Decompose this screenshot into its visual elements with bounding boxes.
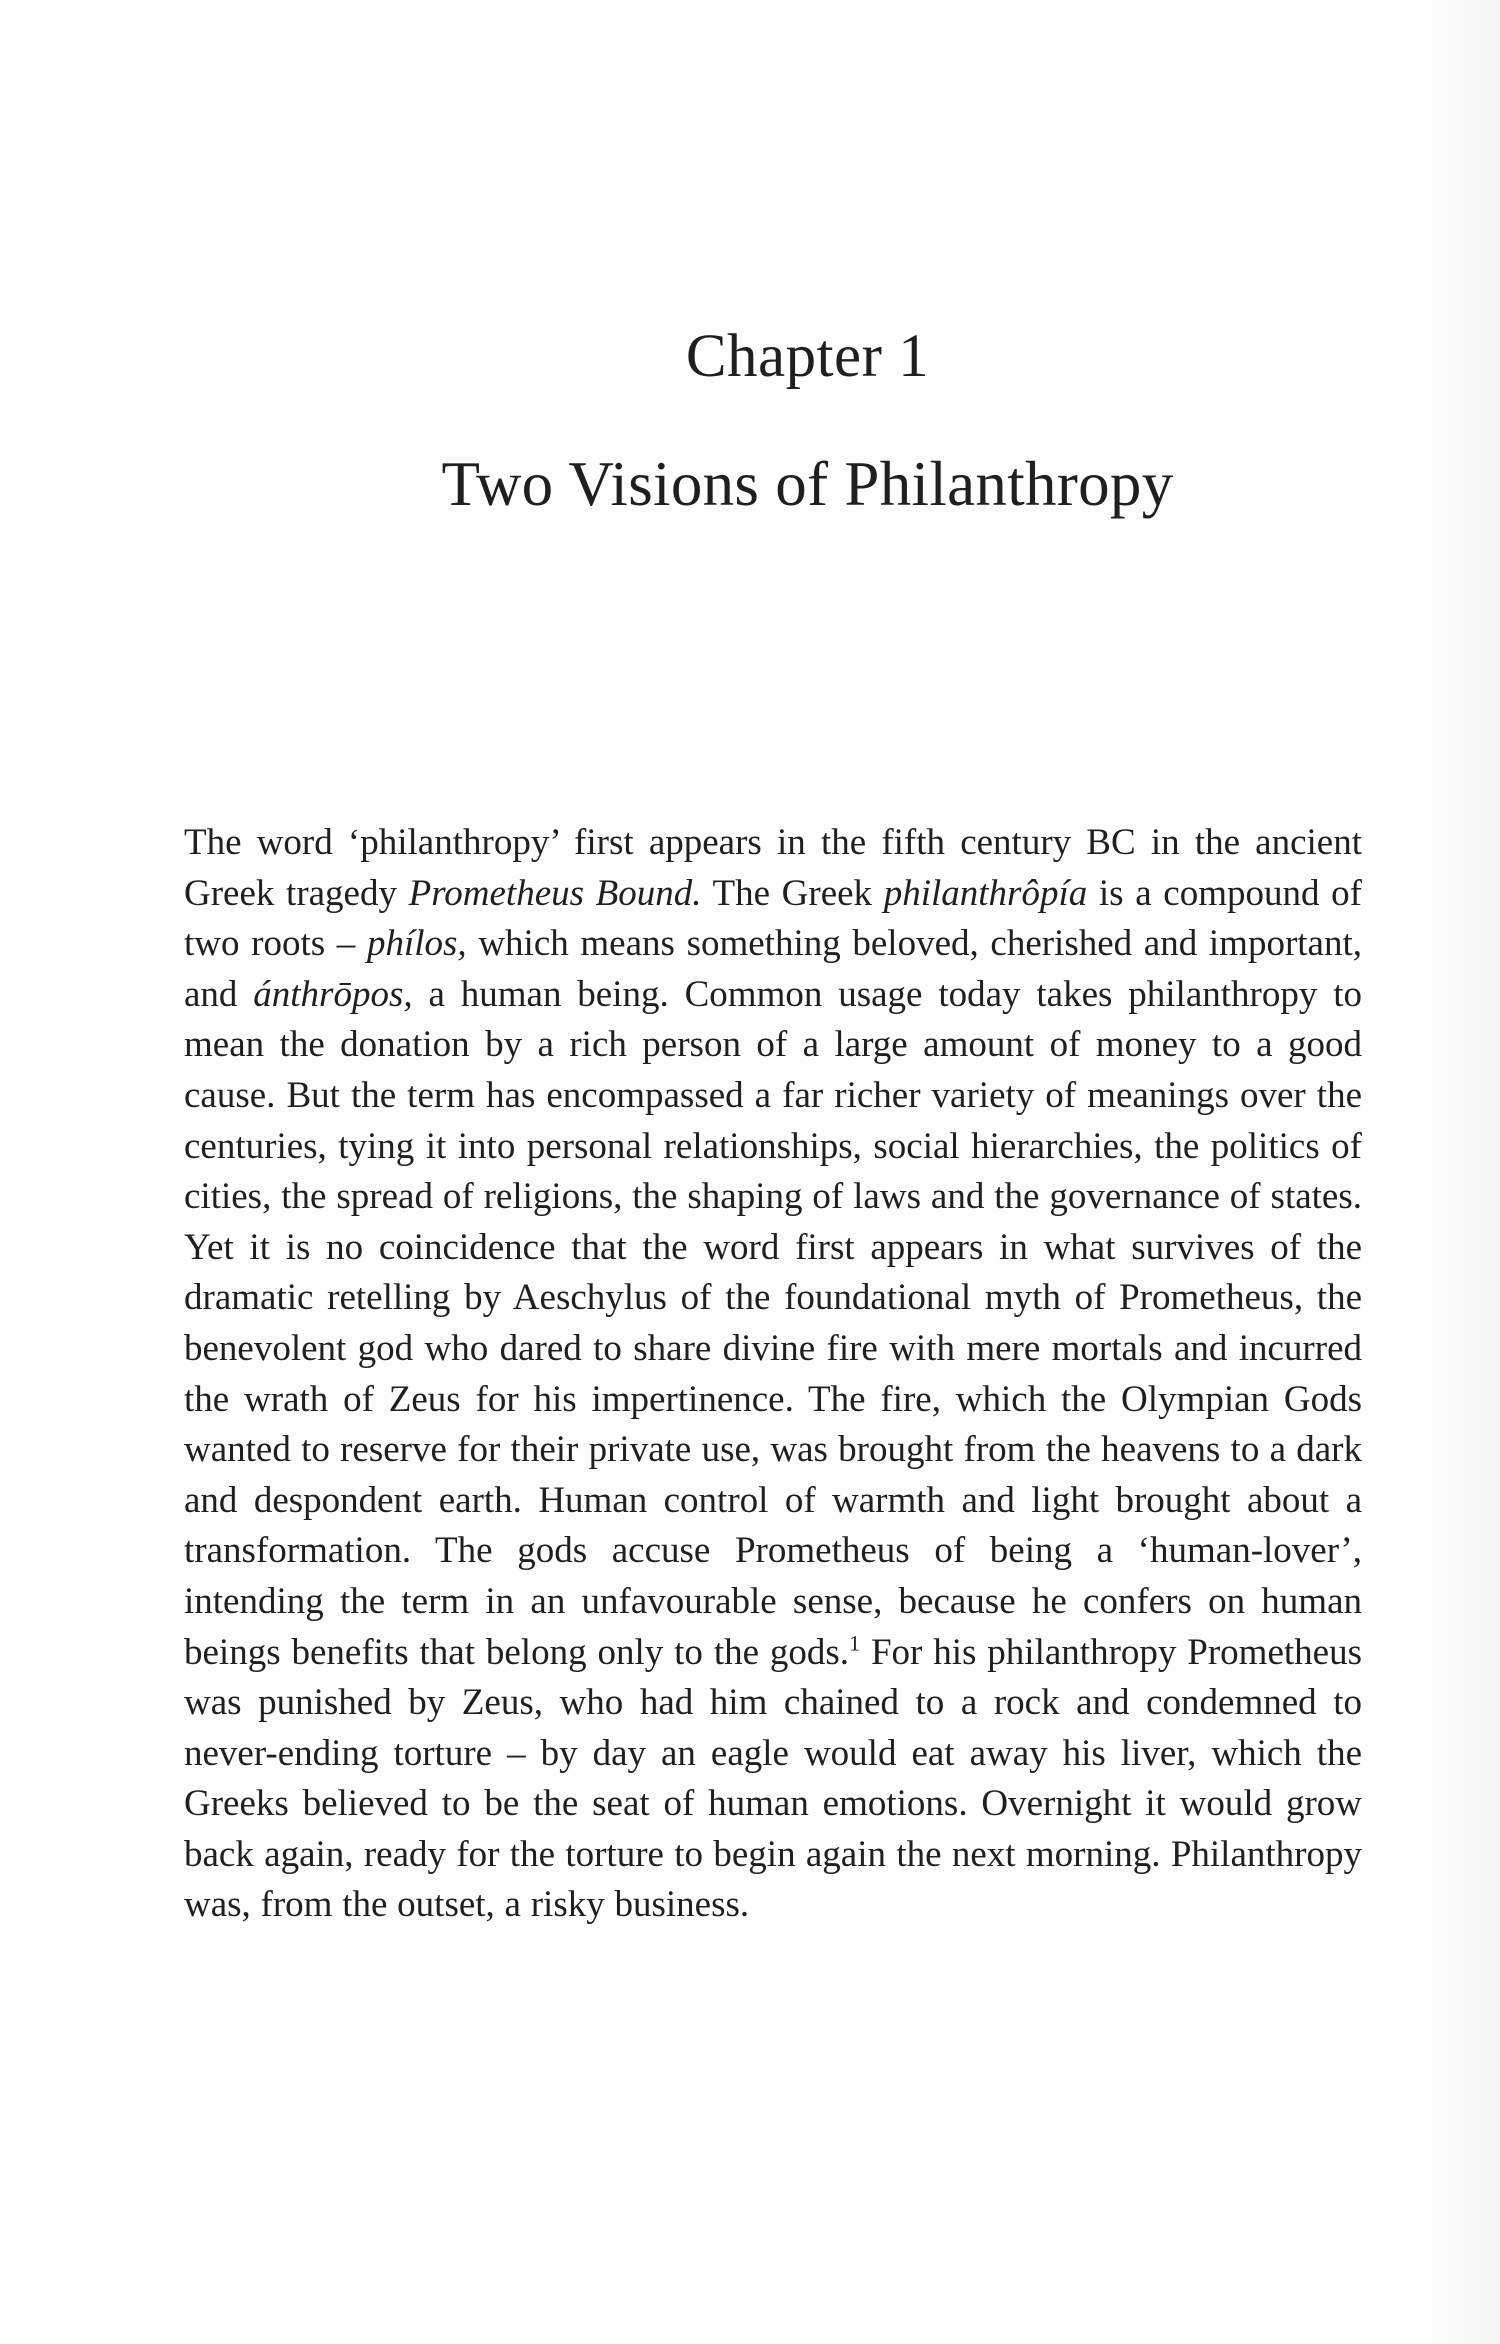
chapter-label: Chapter 1 (685, 323, 930, 390)
italic-title: Prometheus Bound. (408, 872, 702, 914)
italic-term: phílos, (366, 923, 467, 965)
text-run: The word ‘philanthropy’ first appears in the fifth century BC in the ancient Greek tragedy (184, 822, 1362, 914)
text-run: For his philanthropy Prometheus was punished by Zeus, who had him chained to a rock and condemned to never-ending torture – by day an eagle would eat away his liver, which the Greeks believed to be the seat of human emotions. Overnight it would grow back again, ready for the torture to begin again the next morning. Philanthropy was, from the outset, a risky business. (184, 1631, 1362, 1926)
chapter-title: Two Visions of Philanthropy (441, 449, 1174, 519)
text-run: The Greek (701, 872, 884, 914)
text-run: a human being. Common usage today takes philanthropy to mean the donation by a rich person of a large amount of money to a good cause. But the term has encompassed a far richer variety of meanings over the centuries, tying it into personal relationships, social hierarchies, the politics of cities, the spread of religions, the shaping of laws and the governance of states. Yet it is no coincidence that the word first appears in what survives of the dramatic retelling by Aeschylus of the foundational myth of Prometheus, the benevolent god who dared to share divine fire with mere mortals and incurred the wrath of Zeus for his impertinence. The fire, which the Olympian Gods wanted to reserve for their private use, was brought from the heavens to a dark and despondent earth. Human control of warmth and light brought about a transformation. The gods accuse Prometheus of being a ‘human-lover’, intending the term in an unfavourable sense, because he confers on human beings benefits that belong only to the gods. (184, 973, 1362, 1673)
body-paragraph (184, 818, 1362, 1931)
footnote-reference[interactable]: 1 (849, 1630, 861, 1656)
italic-term: philanthrôpía (883, 872, 1088, 914)
italic-term: ánthrōpos, (253, 973, 413, 1015)
text-run: is a compound of two roots – (184, 872, 1362, 965)
text-run: which means something beloved, cherished and important, and (184, 923, 1362, 1015)
